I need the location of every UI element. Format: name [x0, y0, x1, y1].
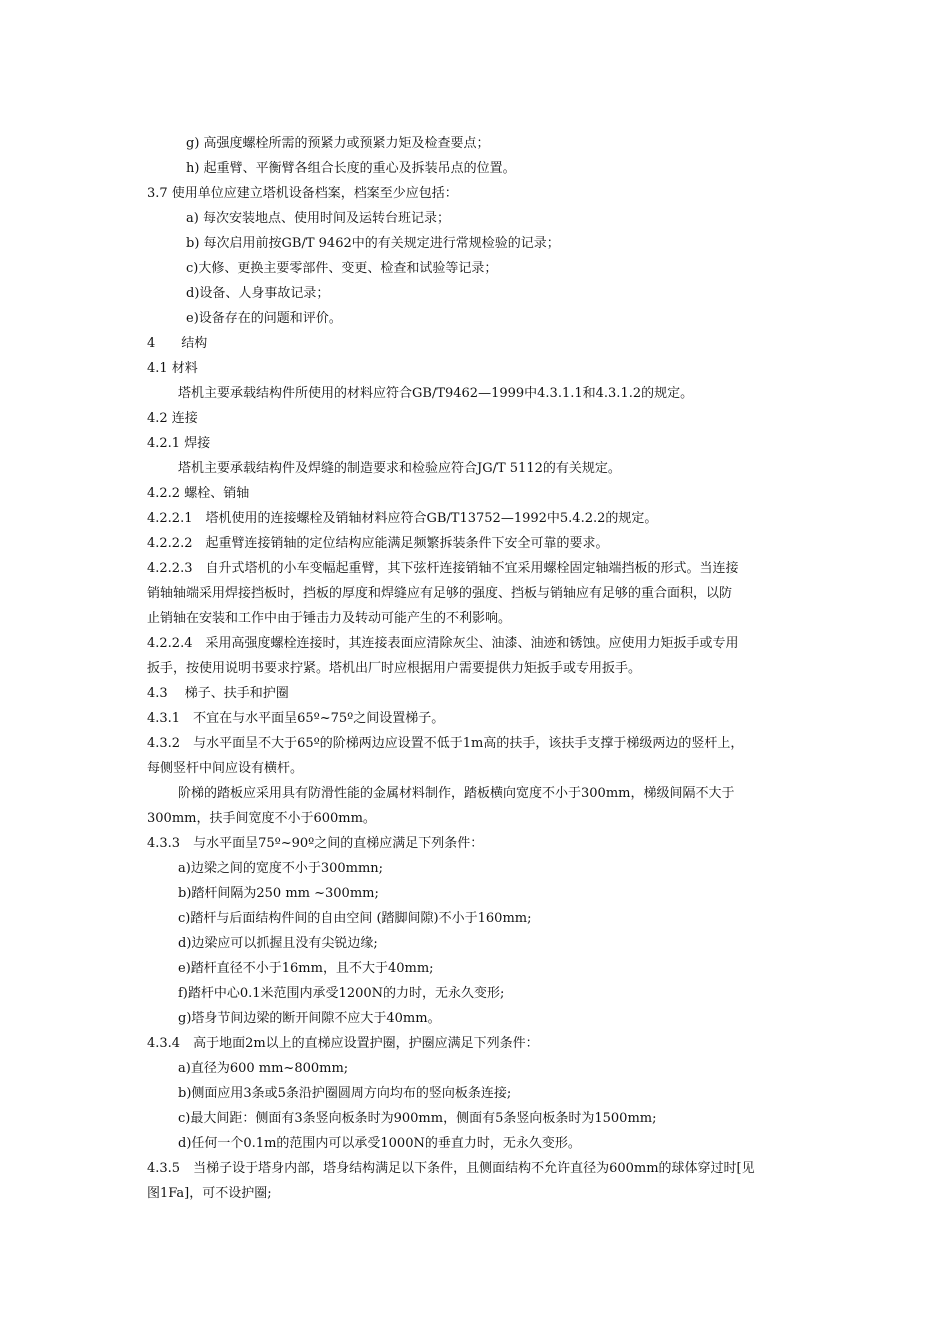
list-item-c: c)大修、更换主要零部件、变更、检查和试验等记录；: [186, 261, 498, 276]
section-4-3-heading: 4.3 梯子、扶手和护圈: [147, 686, 289, 701]
list-item-4-3-3-d: d)边梁应可以抓握且没有尖锐边缘;: [178, 936, 378, 951]
list-item-4-3-4-a: a)直径为600 mm~800mm;: [178, 1061, 349, 1076]
section-3-7: 3.7 使用单位应建立塔机设备档案，档案至少应包括：: [147, 186, 458, 201]
clause-4-3-5-line2: 图1Fa]，可不设护圈;: [147, 1186, 272, 1201]
list-item-4-3-4-b: b)侧面应用3条或5条沿护圈圆周方向均布的竖向板条连接;: [178, 1086, 512, 1101]
list-item-4-3-3-f: f)踏杆中心0.1米范围内承受1200N的力时，无永久变形;: [178, 986, 505, 1001]
list-item-4-3-3-e: e)踏杆直径不小于16mm，且不大于40mm;: [178, 961, 434, 976]
list-item-h: h) 起重臂、平衡臂各组合长度的重心及拆装吊点的位置。: [186, 161, 516, 176]
section-4-2-1-heading: 4.2.1 焊接: [147, 436, 211, 451]
paragraph-4-2-1: 塔机主要承载结构件及焊缝的制造要求和检验应符合JG/T 5112的有关规定。: [178, 461, 621, 476]
list-item-4-3-4-d: d)任何一个0.1m的范围内可以承受1000N的垂直力时，无永久变形。: [178, 1136, 581, 1151]
list-item-4-3-3-c: c)踏杆与后面结构件间的自由空间 (踏脚间隙)不小于160mm;: [178, 911, 532, 926]
clause-4-2-2-1: 4.2.2.1 塔机使用的连接螺栓及销轴材料应符合GB/T13752—1992中5.4.2.2的规定。: [147, 511, 658, 526]
clause-4-3-1: 4.3.1 不宜在与水平面呈65º~75º之间设置梯子。: [147, 711, 445, 726]
section-4-1-heading: 4.1 材料: [147, 361, 198, 376]
section-4-2-heading: 4.2 连接: [147, 411, 198, 426]
list-item-4-3-4-c: c)最大间距：侧面有3条竖向板条时为900mm，侧面有5条竖向板条时为1500mm;: [178, 1111, 657, 1126]
list-item-d: d)设备、人身事故记录；: [186, 286, 330, 301]
clause-4-2-2-3-line1: 4.2.2.3 自升式塔机的小车变幅起重臂，其下弦杆连接销轴不宜采用螺栓固定轴端挡板的形式。当连接: [147, 561, 739, 576]
list-item-g: g) 高强度螺栓所需的预紧力或预紧力矩及检查要点；: [186, 136, 490, 151]
clause-4-3-2-line1: 4.3.2 与水平面呈不大于65º的阶梯两边应设置不低于1m高的扶手，该扶手支撑于梯级两边的竖杆上，: [147, 736, 744, 751]
clause-4-2-2-3-line2: 销轴轴端采用焊接挡板时，挡板的厚度和焊缝应有足够的强度、挡板与销轴应有足够的重合面积，以防: [147, 586, 733, 601]
list-item-4-3-3-g: g)塔身节间边梁的断开间隙不应大于40mm。: [178, 1011, 441, 1026]
paragraph-stair-line1: 阶梯的踏板应采用具有防滑性能的金属材料制作，踏板横向宽度不小于300mm，梯级间隔不大于: [178, 786, 735, 801]
list-item-4-3-3-b: b)踏杆间隔为250 mm ~300mm;: [178, 886, 379, 901]
list-item-4-3-3-a: a)边梁之间的宽度不小于300mmn;: [178, 861, 384, 876]
clause-4-3-4: 4.3.4 高于地面2m以上的直梯应设置护圈，护圈应满足下列条件：: [147, 1036, 539, 1051]
clause-4-3-5-line1: 4.3.5 当梯子设于塔身内部，塔身结构满足以下条件，且侧面结构不允许直径为600mm的球体穿过时[见: [147, 1161, 755, 1176]
list-item-e: e)设备存在的问题和评价。: [186, 311, 342, 326]
section-4-heading: 4 结构: [147, 336, 208, 351]
clause-4-2-2-4-line2: 扳手，按使用说明书要求拧紧。塔机出厂时应根据用户需要提供力矩扳手或专用扳手。: [147, 661, 642, 676]
clause-4-2-2-2: 4.2.2.2 起重臂连接销轴的定位结构应能满足频繁拆装条件下安全可靠的要求。: [147, 536, 609, 551]
section-4-2-2-heading: 4.2.2 螺栓、销轴: [147, 486, 250, 501]
paragraph-4-1: 塔机主要承载结构件所使用的材料应符合GB/T9462—1999中4.3.1.1和4.3.1.2的规定。: [178, 386, 694, 401]
clause-4-3-3: 4.3.3 与水平面呈75º~90º之间的直梯应满足下列条件：: [147, 836, 484, 851]
clause-4-3-2-line2: 每侧竖杆中间应设有横杆。: [147, 761, 304, 776]
clause-4-2-2-3-line3: 止销轴在安装和工作中由于锤击力及转动可能产生的不利影响。: [147, 611, 512, 626]
paragraph-stair-line2: 300mm，扶手间宽度不小于600mm。: [147, 811, 376, 826]
list-item-a: a) 每次安装地点、使用时间及运转台班记录；: [186, 211, 450, 226]
list-item-b: b) 每次启用前按GB/T 9462中的有关规定进行常规检验的记录；: [186, 236, 560, 251]
clause-4-2-2-4-line1: 4.2.2.4 采用高强度螺栓连接时，其连接表面应清除灰尘、油漆、油迹和锈蚀。应使用力矩扳手或专用: [147, 636, 739, 651]
